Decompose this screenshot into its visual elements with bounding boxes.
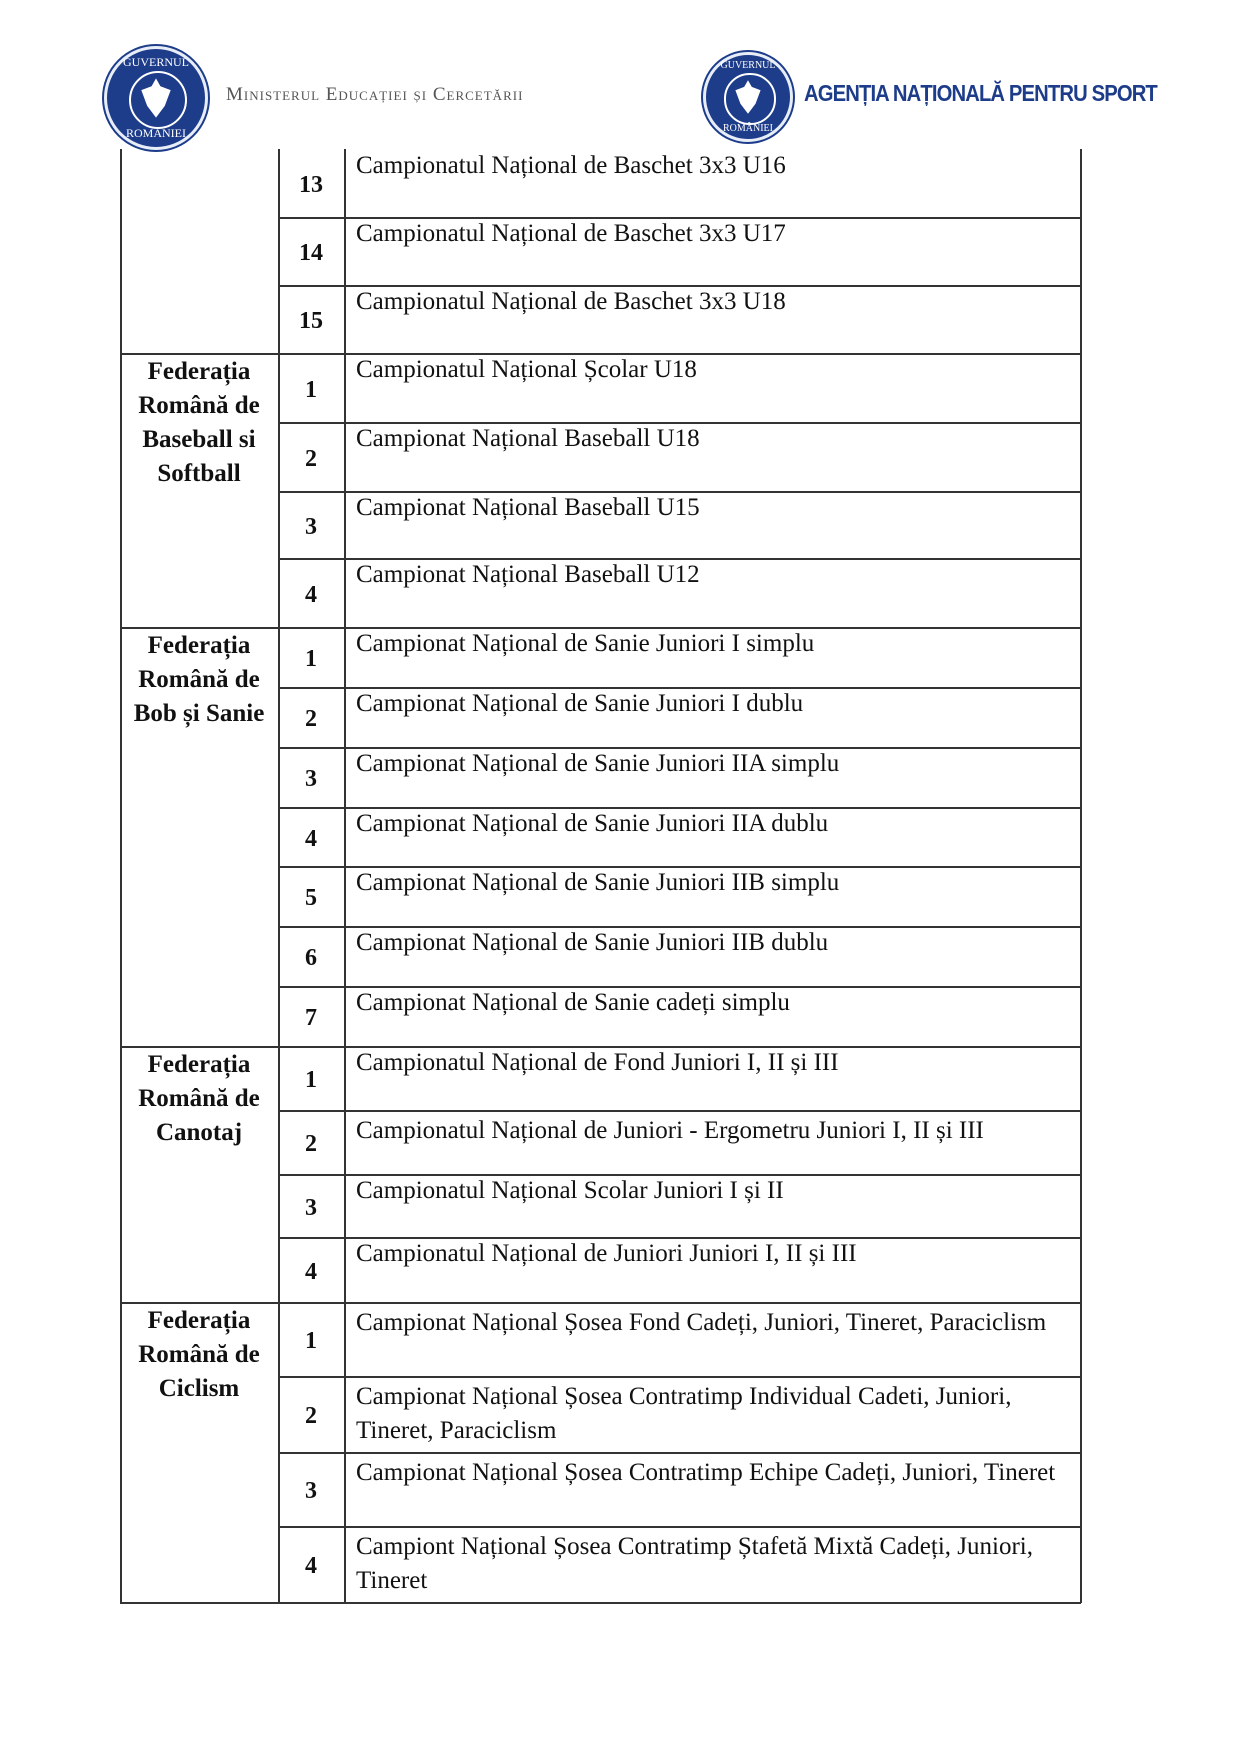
competition-name: Campionat Național Baseball U12 bbox=[356, 561, 700, 588]
table-column-line bbox=[1080, 149, 1082, 1603]
row-divider bbox=[278, 1376, 1081, 1378]
government-seal-logo-right bbox=[703, 52, 793, 142]
seal-text-top: GUVERNUL bbox=[123, 54, 189, 69]
competition-name: Campionat Național Baseball U15 bbox=[356, 494, 700, 521]
competition-name: Campionatul Național Scolar Juniori I și II bbox=[356, 1177, 784, 1204]
seal-text-top: GUVERNUL bbox=[720, 60, 776, 72]
row-number: 2 bbox=[305, 1403, 317, 1429]
row-number: 1 bbox=[305, 1067, 317, 1093]
competition-name: Campionat Național de Sanie Juniori IIB dublu bbox=[356, 929, 829, 956]
row-number: 1 bbox=[305, 1328, 317, 1354]
row-divider bbox=[278, 1110, 1081, 1112]
competition-name: Campionat Național de Sanie Juniori IIB simplu bbox=[356, 869, 840, 896]
row-number: 5 bbox=[305, 885, 317, 911]
row-divider bbox=[278, 1526, 1081, 1528]
row-number: 3 bbox=[305, 1194, 317, 1221]
row-number: 7 bbox=[305, 1005, 317, 1031]
row-number: 4 bbox=[305, 825, 317, 852]
competition-name: Campionat Național de Sanie Juniori I dublu bbox=[356, 690, 804, 717]
agency-name: AGENȚIA NAȚIONALĂ PENTRU SPORT bbox=[804, 80, 1157, 106]
row-number: 14 bbox=[299, 240, 323, 266]
row-number: 3 bbox=[305, 1478, 317, 1504]
competition-name: Campionat Național de Sanie Juniori IIA simplu bbox=[356, 750, 840, 777]
federation-name: Federația Română de Bob și Sanie bbox=[133, 632, 265, 727]
competition-name: Campionat Național de Sanie cadeți simplu bbox=[356, 989, 790, 1016]
competition-name: Campionat Național de Sanie Juniori I simplu bbox=[356, 630, 815, 657]
row-number: 4 bbox=[305, 581, 317, 608]
competition-name: Campionatul Național de Fond Juniori I, II și III bbox=[356, 1049, 839, 1076]
competition-name: Campionat Național Șosea Contratimp Individual Cadeti, Juniori, Tineret, Paraciclism bbox=[356, 1383, 1012, 1444]
competition-name: Campionatul Național de Baschet 3x3 U18 bbox=[356, 288, 786, 315]
competition-name: Campionatul Național de Juniori Juniori I, II și III bbox=[356, 1240, 857, 1267]
row-number: 3 bbox=[305, 766, 317, 792]
row-number: 2 bbox=[305, 1131, 317, 1157]
competition-name: Campionatul Național Școlar U18 bbox=[356, 356, 697, 383]
seal-text-bottom: ROMÂNIEI bbox=[723, 122, 773, 134]
row-number: 2 bbox=[305, 706, 317, 732]
competition-name: Campionat Național Baseball U18 bbox=[356, 425, 700, 452]
row-divider bbox=[278, 1452, 1081, 1454]
row-number: 1 bbox=[305, 646, 317, 672]
competition-name: Campionatul Național de Baschet 3x3 U16 bbox=[356, 152, 786, 179]
row-number: 15 bbox=[299, 308, 323, 334]
competition-name: Campionat Național Șosea Fond Cadeți, Juniori, Tineret, Paraciclism bbox=[356, 1309, 1047, 1336]
row-number: 13 bbox=[299, 172, 323, 198]
government-seal-logo-left bbox=[104, 46, 208, 150]
competition-name: Campionat Național de Sanie Juniori IIA dublu bbox=[356, 810, 829, 837]
ministry-name: Ministerul Educației și Cercetării bbox=[226, 84, 524, 105]
competition-name: Campiont Național Șosea Contratimp Ștafetă Mixtă Cadeți, Juniori, Tineret bbox=[356, 1533, 1033, 1594]
row-number: 4 bbox=[305, 1258, 317, 1285]
table-column-line bbox=[344, 149, 346, 1603]
federation-name: Federația Română de Ciclism bbox=[138, 1307, 260, 1402]
row-number: 4 bbox=[305, 1553, 317, 1579]
row-number: 3 bbox=[305, 513, 317, 540]
row-number: 6 bbox=[305, 945, 317, 971]
row-divider bbox=[120, 1602, 1081, 1604]
row-number: 1 bbox=[305, 376, 317, 403]
competition-name: Campionatul Național de Juniori - Ergometru Juniori I, II și III bbox=[356, 1117, 984, 1144]
competition-name: Campionatul Național de Baschet 3x3 U17 bbox=[356, 220, 786, 247]
competition-name: Campionat Național Șosea Contratimp Echipe Cadeți, Juniori, Tineret bbox=[356, 1459, 1056, 1486]
table-column-line bbox=[278, 149, 280, 1603]
row-number: 2 bbox=[305, 445, 317, 472]
federation-name: Federația Română de Canotaj bbox=[138, 1051, 260, 1146]
seal-text-bottom: ROMÂNIEI bbox=[126, 126, 186, 141]
federation-name: Federația Română de Baseball si Softball bbox=[138, 358, 260, 487]
